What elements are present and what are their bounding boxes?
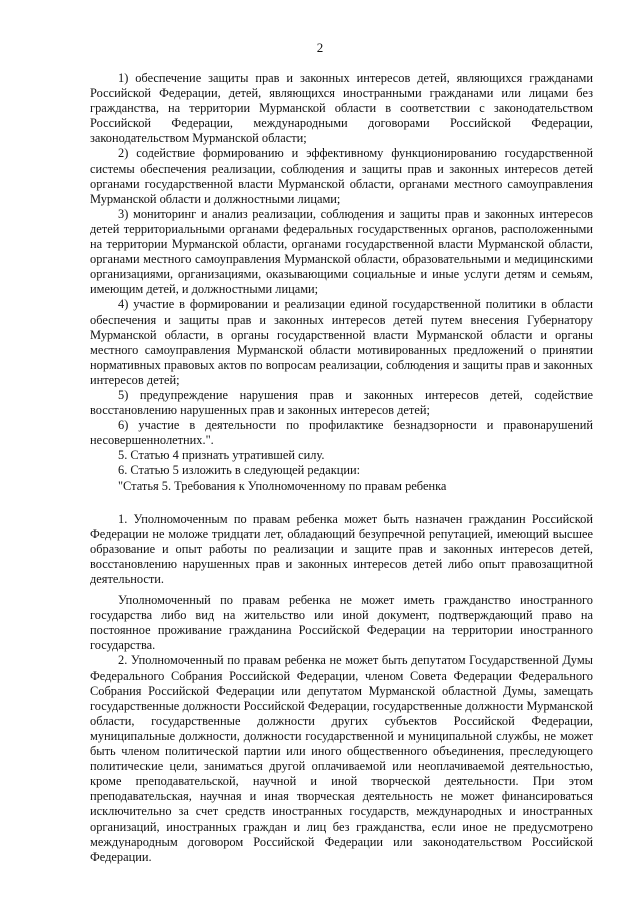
list-item: 5) предупреждение нарушения прав и законных интересов детей, содействие восстановлению нарушенных прав и законных интересов детей; bbox=[90, 387, 593, 418]
spacer bbox=[90, 494, 593, 512]
article-paragraph: Уполномоченный по правам ребенка не может иметь гражданство иностранного государства либо вид на жительство или иной документ, подтверждающий право на постоянное проживание гражданина Российской Федерации на территории иностранного государства. bbox=[90, 593, 593, 653]
list-item: 4) участие в формировании и реализации единой государственной политики в области обеспечения и защиты прав и законных интересов детей путем внесения Губернатору Мурманской области, в органы государственной власти Мурманской области и органы местного самоуправления Мурманской области мотивированных предложений о принятии нормативных правовых актов по вопросам реализации, соблюдения и защиты прав и законных интересов детей; bbox=[90, 297, 593, 387]
list-item: 3) мониторинг и анализ реализации, соблюдения и защиты прав и законных интересов детей территориальными органами федеральных государственных органов, расположенными на территории Мурманской области, органами государственной власти Мурманской области, органами местного самоуправления Мурманской области, образовательными и медицинскими организациями, организациями, оказывающими социальные и иные услуги детям и семьям, имеющим детей, и должностными лицами; bbox=[90, 206, 593, 297]
list-item: 1) обеспечение защиты прав и законных интересов детей, являющихся гражданами Российской Федерации, детей, являющихся иностранными гражданами или лицами без гражданства, на территории Мурманской области в соответствии с законодательством Российской Федерации, международными договорами Российской Федерации, законодательством Мурманской области; bbox=[90, 71, 593, 146]
list-item: 2) содействие формированию и эффективному функционированию государственной системы обеспечения реализации, соблюдения и защиты прав и законных интересов детей органами государственной власти Мурманской области, органами местного самоуправления Мурманской области и должностными лицами; bbox=[90, 146, 593, 206]
amendment-item-6: 6. Статью 5 изложить в следующей редакции: bbox=[118, 463, 361, 478]
amendment-item-5: 5. Статью 4 признать утратившей силу. bbox=[118, 448, 325, 463]
article-paragraph: 2. Уполномоченный по правам ребенка не может быть депутатом Государственной Думы Федерального Собрания Российской Федерации, членом Совета Федерации Федерального Собрания Российской Федерации или депутатом Мурманской областной Думы, замещать государственные должности Российской Федерации, государственные должности Мурманской области, государственные должности других субъектов Российской Федерации, муниципальные должности, должности государственной и муниципальной службы, не может быть членом политической партии или иного общественного объединения, преследующего политические цели, заниматься другой оплачиваемой или неоплачиваемой деятельностью, кроме преподавательской, научной и иной творческой деятельности. При этом преподавательская, научная и иная творческая деятельность не может финансироваться исключительно за счет средств иностранных государств, международных и иностранных организаций, иностранных граждан и лиц без гражданства, если иное не предусмотрено международным договором Российской Федерации или законодательством Российской Федерации. bbox=[90, 653, 593, 864]
list-item: 6) участие в деятельности по профилактике безнадзорности и правонарушений несовершеннолетних.". bbox=[90, 418, 593, 448]
page-number: 2 bbox=[316, 40, 324, 55]
article-title: "Статья 5. Требования к Уполномоченному по правам ребенка bbox=[118, 478, 447, 493]
article-paragraph: 1. Уполномоченным по правам ребенка может быть назначен гражданин Российской Федерации не моложе тридцати лет, обладающий безупречной репутацией, имеющий высшее образование и опыт работы по реализации и защите прав и законных интересов детей, восстановлению нарушенных прав и законных интересов детей либо опыт правозащитной деятельности. bbox=[90, 511, 593, 586]
document-body bbox=[90, 71, 593, 865]
